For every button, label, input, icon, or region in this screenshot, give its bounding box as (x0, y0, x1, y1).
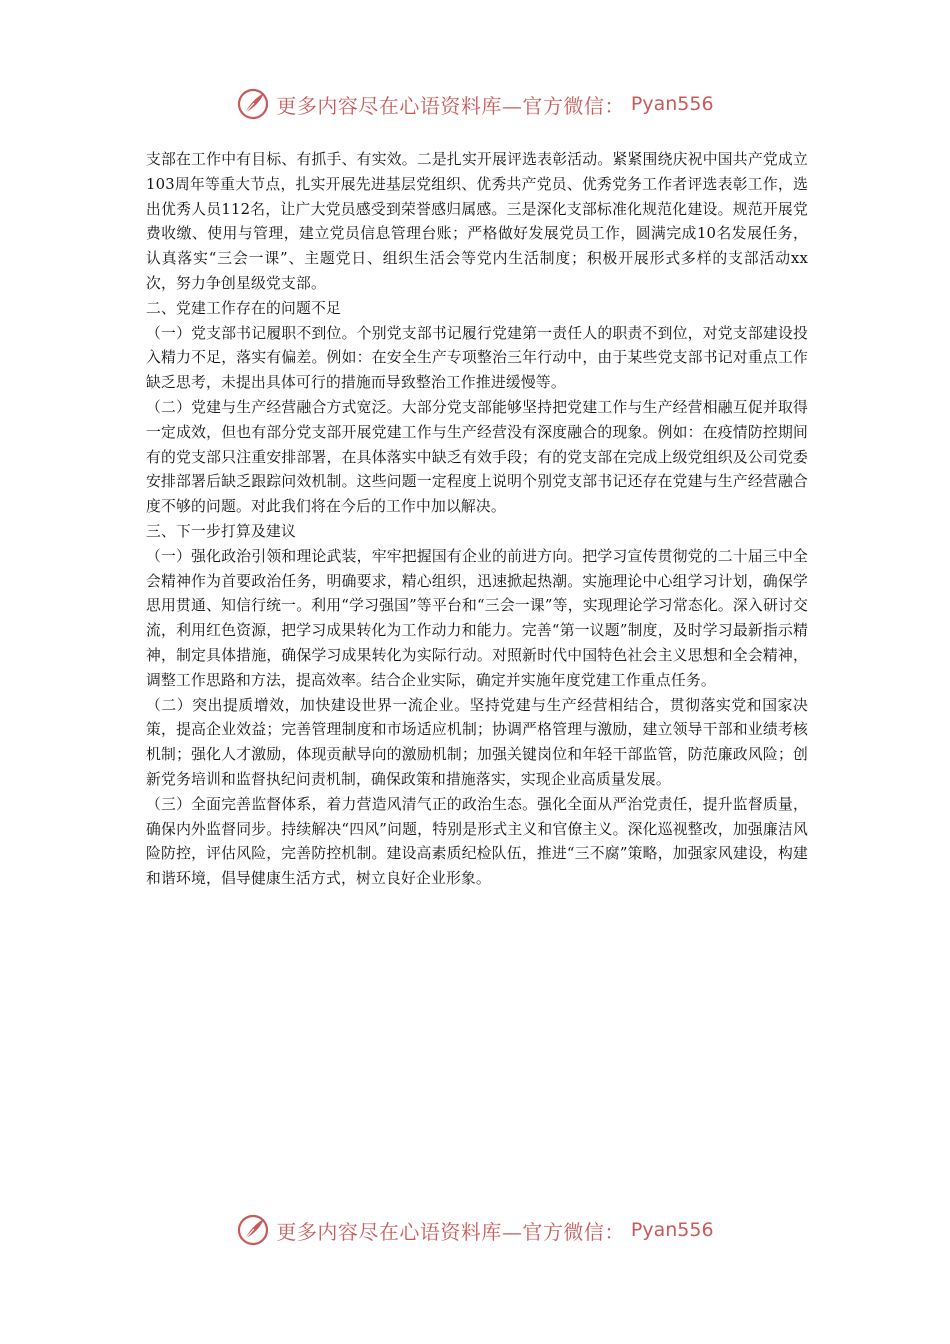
paragraph-plan-2: （二）突出提质增效，加快建设世界一流企业。坚持党建与生产经营相结合，贯彻落实党和国家决策，提高企业效益；完善管理制度和市场适应机制；协调严格管理与激励，建立领导干部和业绩考核机制；强化人才激励，体现贡献导向的激励机制；加强关键岗位和年轻干部监管，防范廉政风险；创新党务培训和监督执纪问责机制，确保政策和措施落实，实现企业高质量发展。 (146, 696, 808, 788)
quill-pen-circle-icon (236, 1213, 270, 1247)
quill-pen-circle-icon (236, 87, 270, 121)
section-heading-problems: 二、党建工作存在的问题不足 (146, 299, 341, 317)
header-watermark-banner (0, 82, 950, 126)
paragraph-problem-2: （二）党建与生产经营融合方式宽泛。大部分党支部能够坚持把党建工作与生产经营相融互促并取得一定成效，但也有部分党支部开展党建工作与生产经营没有深度融合的现象。例如：在疫情防控期间有的党支部只注重安排部署，在具体落实中缺乏有效手段；有的党支部在完成上级党组织及公司党委安排部署后缺乏跟踪问效机制。这些问题一定程度上说明个别党支部书记还存在党建与生产经营融合度不够的问题。对此我们将在今后的工作中加以解决。 (146, 398, 808, 516)
paragraph-plan-3: （三）全面完善监督体系，着力营造风清气正的政治生态。强化全面从严治党责任，提升监督质量，确保内外监督同步。持续解决“四风”问题，特别是形式主义和官僚主义。深化巡视整改，加强廉洁风险防控，评估风险，完善防控机制。建设高素质纪检队伍，推进“三不腐”策略，加强家风建设，构建和谐环境，倡导健康生活方式，树立良好企业形象。 (146, 795, 808, 888)
paragraph-continuation: 支部在工作中有目标、有抓手、有实效。二是扎实开展评选表彰活动。紧紧围绕庆祝中国共产党成立103周年等重大节点，扎实开展先进基层党组织、优秀共产党员、优秀党务工作者评选表彰工作，选出优秀人员112名，让广大党员感受到荣誉感归属感。三是深化支部标准化规范化建设。规范开展党费收缴、使用与管理，建立党员信息管理台账；严格做好发展党员工作，圆满完成10名发展任务，认真落实“三会一课”、主题党日、组织生活会等党内生活制度；积极开展形式多样的支部活动xx次，努力争创星级党支部。 (146, 151, 808, 292)
banner-text: 更多内容尽在心语资料库—官方微信： (276, 1219, 625, 1244)
banner-wechat-id: Pyan556 (630, 93, 714, 115)
document-body (146, 148, 808, 892)
footer-watermark-banner (0, 1208, 950, 1252)
paragraph-plan-1: （一）强化政治引领和理论武装，牢牢把握国有企业的前进方向。把学习宣传贯彻党的二十届三中全会精神作为首要政治任务，明确要求，精心组织，迅速掀起热潮。实施理论中心组学习计划，确保学思用贯通、知信行统一。利用“学习强国”等平台和“三会一课”等，实现理论学习常态化。深入研讨交流，利用红色资源，把学习成果转化为工作动力和能力。完善“第一议题”制度，及时学习最新指示精神，制定具体措施，确保学习成果转化为实际行动。对照新时代中国特色社会主义思想和全会精神，调整工作思路和方法，提高效率。结合企业实际，确定并实施年度党建工作重点任务。 (146, 547, 808, 689)
paragraph-problem-1: （一）党支部书记履职不到位。个别党支部书记履行党建第一责任人的职责不到位，对党支部建设投入精力不足，落实有偏差。例如：在安全生产专项整治三年行动中，由于某些党支部书记对重点工作缺乏思考，未提出具体可行的措施而导致整治工作推进缓慢等。 (146, 324, 808, 392)
banner-text: 更多内容尽在心语资料库—官方微信： (276, 93, 625, 118)
section-heading-next-steps: 三、下一步打算及建议 (146, 522, 296, 540)
banner-wechat-id: Pyan556 (630, 1219, 714, 1241)
